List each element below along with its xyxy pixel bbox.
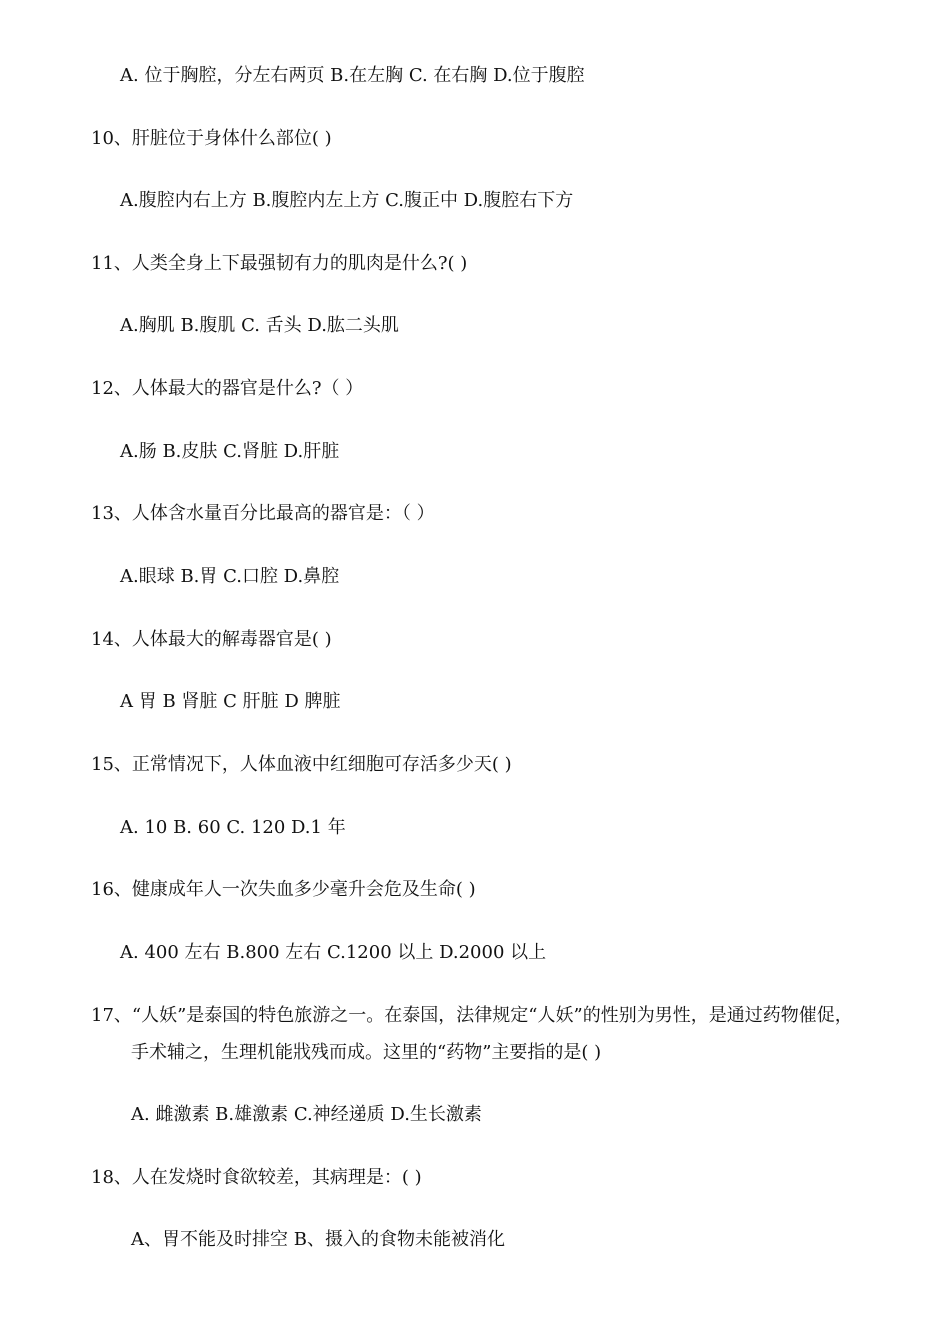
question-15: 15、正常情况下，人体血液中红细胞可存活多少天( ) — [91, 754, 512, 775]
question-18-options: A、胃不能及时排空 B、摄入的食物未能被消化 — [131, 1229, 505, 1250]
question-13: 13、人体含水量百分比最高的器官是：（ ） — [91, 503, 435, 524]
question-14: 14、人体最大的解毒器官是( ) — [91, 629, 332, 650]
question-15-options: A. 10 B. 60 C. 120 D.1 年 — [120, 817, 346, 838]
question-17-options: A. 雌激素 B.雄激素 C.神经递质 D.生长激素 — [131, 1104, 482, 1125]
question-17: 17、“人妖”是泰国的特色旅游之一。在泰国，法律规定“人妖”的性别为男性，是通过药物催促， — [91, 1005, 853, 1026]
question-13-options: A.眼球 B.胃 C.口腔 D.鼻腔 — [120, 566, 340, 587]
question-17-continuation: 手术辅之，生理机能戕残而成。这里的“药物”主要指的是( ) — [131, 1042, 602, 1063]
question-11: 11、人类全身上下最强韧有力的肌肉是什么?( ) — [91, 253, 468, 274]
question-9-options: A. 位于胸腔，分左右两页 B.在左胸 C. 在右胸 D.位于腹腔 — [120, 65, 585, 86]
question-11-options: A.胸肌 B.腹肌 C. 舌头 D.肱二头肌 — [120, 315, 399, 336]
question-12-options: A.肠 B.皮肤 C.肾脏 D.肝脏 — [120, 441, 340, 462]
question-12: 12、人体最大的器官是什么?（ ） — [91, 378, 364, 399]
question-18: 18、人在发烧时食欲较差，其病理是：( ) — [91, 1167, 422, 1188]
question-10-options: A.腹腔内右上方 B.腹腔内左上方 C.腹正中 D.腹腔右下方 — [120, 190, 574, 211]
question-14-options: A 胃 B 肾脏 C 肝脏 D 脾脏 — [120, 691, 341, 712]
question-16-options: A. 400 左右 B.800 左右 C.1200 以上 D.2000 以上 — [120, 942, 547, 963]
question-16: 16、健康成年人一次失血多少毫升会危及生命( ) — [91, 879, 476, 900]
question-10: 10、肝脏位于身体什么部位( ) — [91, 128, 332, 149]
